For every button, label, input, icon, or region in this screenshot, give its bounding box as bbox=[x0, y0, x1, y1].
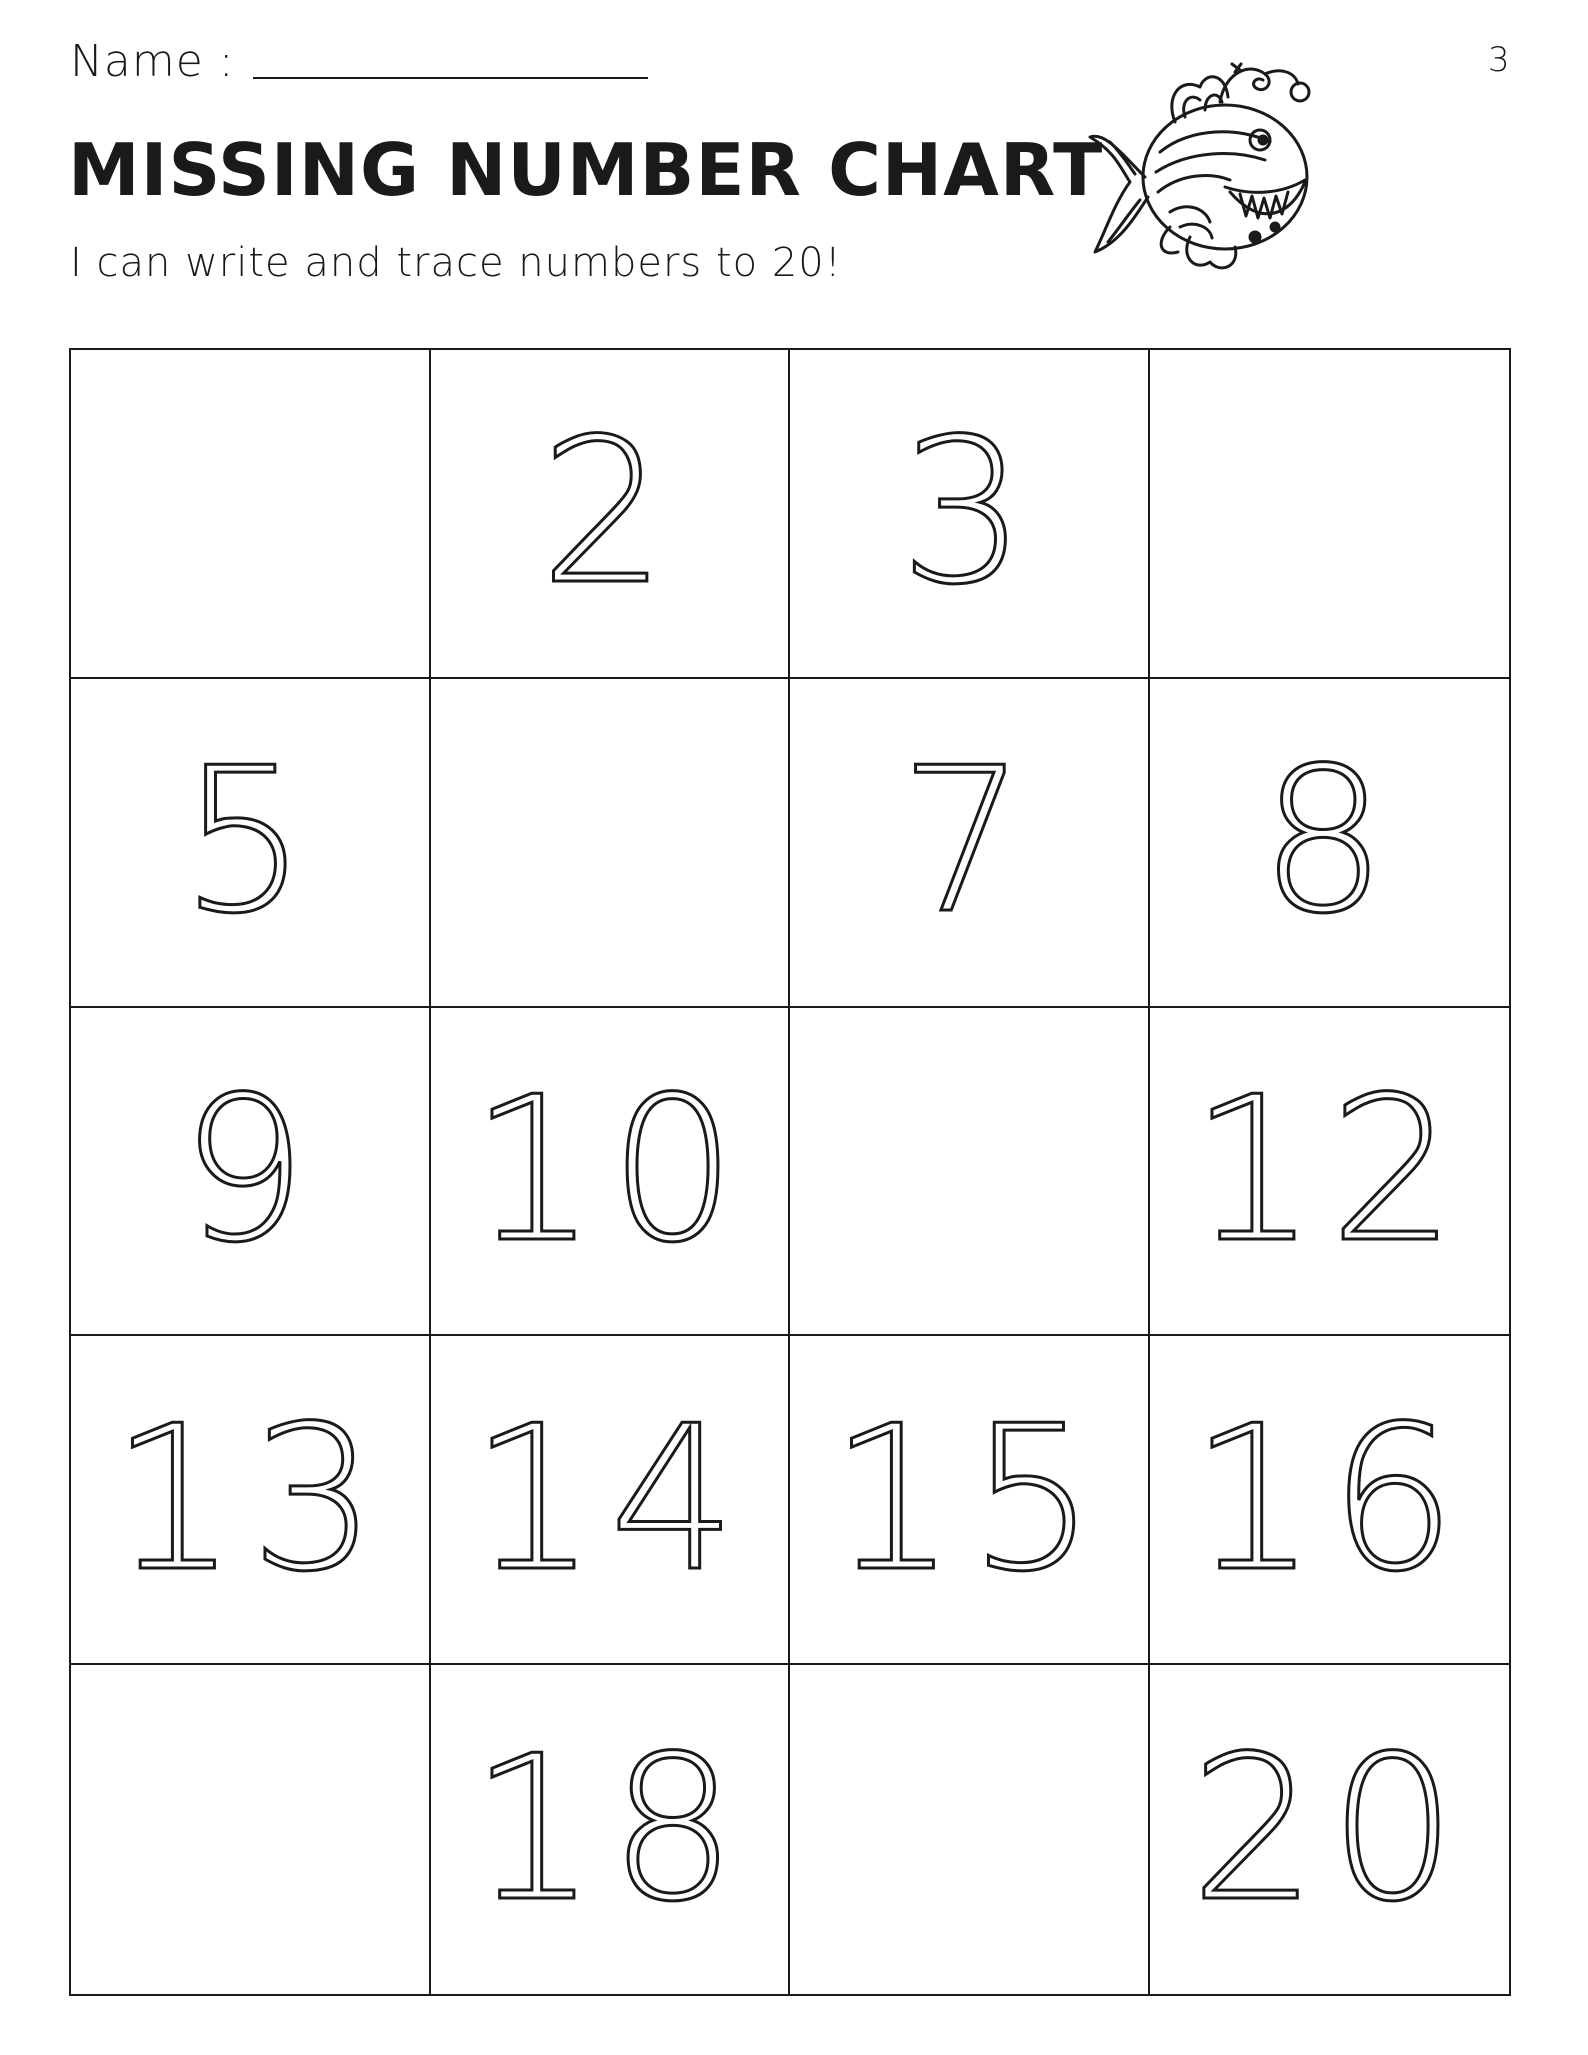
chart-cell[interactable] bbox=[1150, 679, 1510, 1008]
trace-number: 18 bbox=[470, 1712, 749, 1946]
chart-cell[interactable] bbox=[71, 1665, 431, 1994]
trace-number: 20 bbox=[1190, 1712, 1469, 1946]
chart-cell[interactable] bbox=[1150, 1008, 1510, 1337]
chart-cell[interactable] bbox=[71, 1336, 431, 1665]
chart-cell[interactable] bbox=[1150, 1665, 1510, 1994]
chart-cell[interactable] bbox=[790, 679, 1150, 1008]
chart-cell[interactable] bbox=[790, 1008, 1150, 1337]
chart-cell[interactable] bbox=[790, 1665, 1150, 1994]
chart-cell[interactable] bbox=[71, 1008, 431, 1337]
trace-number: 2 bbox=[539, 396, 679, 630]
trace-number: 15 bbox=[829, 1382, 1108, 1616]
trace-number: 7 bbox=[899, 725, 1039, 959]
page-subtitle: I can write and trace numbers to 20! bbox=[70, 240, 842, 286]
trace-number: 16 bbox=[1190, 1382, 1469, 1616]
trace-number: 10 bbox=[470, 1053, 749, 1287]
trace-number: 5 bbox=[180, 725, 320, 959]
chart-cell[interactable] bbox=[71, 350, 431, 679]
chart-cell[interactable] bbox=[790, 350, 1150, 679]
chart-cell[interactable] bbox=[431, 350, 791, 679]
trace-number: 13 bbox=[110, 1382, 389, 1616]
name-write-line[interactable] bbox=[253, 77, 648, 79]
anglerfish-icon bbox=[1060, 42, 1340, 282]
chart-cell[interactable] bbox=[431, 1336, 791, 1665]
chart-cell[interactable] bbox=[790, 1336, 1150, 1665]
page-title: MISSING NUMBER CHART bbox=[68, 128, 1104, 212]
chart-cell[interactable] bbox=[431, 1008, 791, 1337]
page-number: 3 bbox=[1488, 40, 1510, 80]
name-row bbox=[70, 36, 648, 87]
chart-cell[interactable] bbox=[1150, 1336, 1510, 1665]
trace-number: 9 bbox=[180, 1053, 320, 1287]
trace-number: 3 bbox=[899, 396, 1039, 630]
chart-cell[interactable] bbox=[431, 679, 791, 1008]
number-chart-grid bbox=[69, 348, 1511, 1996]
trace-number: 12 bbox=[1190, 1053, 1469, 1287]
trace-number: 8 bbox=[1259, 725, 1399, 959]
chart-cell[interactable] bbox=[1150, 350, 1510, 679]
trace-number: 14 bbox=[470, 1382, 749, 1616]
chart-cell[interactable] bbox=[71, 679, 431, 1008]
name-label: Name : bbox=[70, 36, 235, 87]
chart-cell[interactable] bbox=[431, 1665, 791, 1994]
